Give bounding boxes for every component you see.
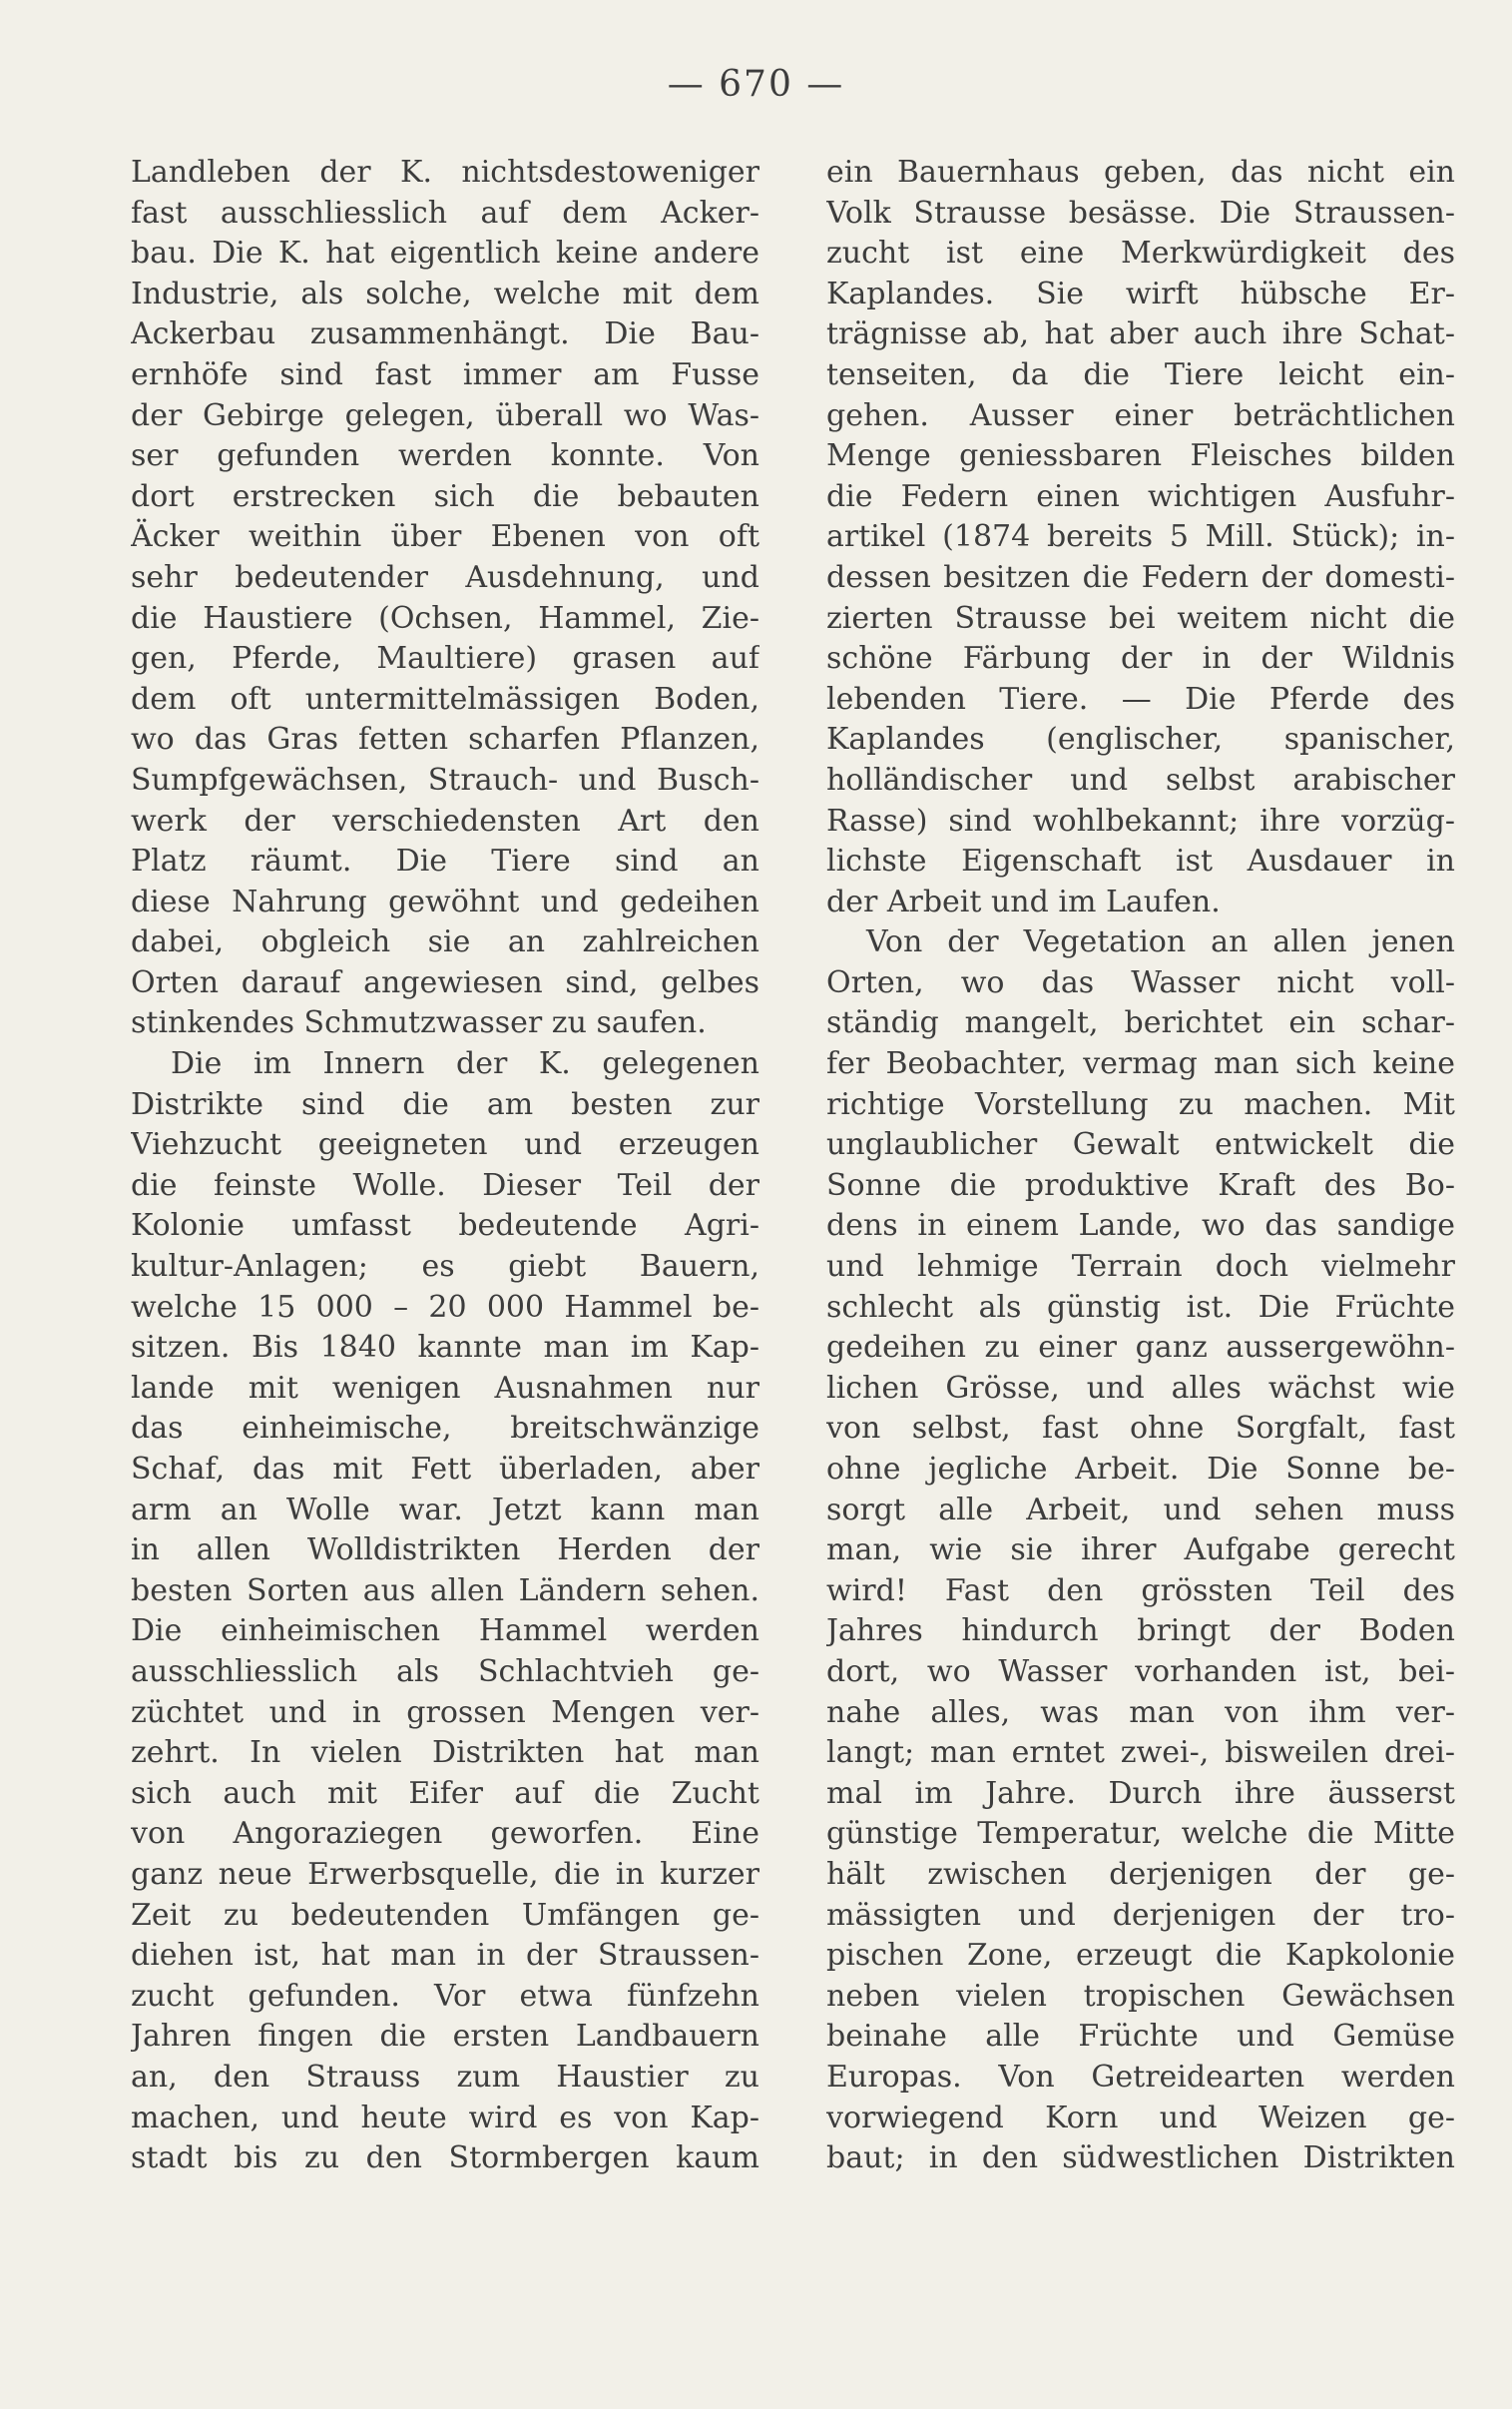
left-column-line: Viehzucht geeigneten und erzeugen <box>131 1127 759 1163</box>
left-column-line: diese Nahrung gewöhnt und gedeihen <box>131 884 759 919</box>
left-column-line: welche 15 000 – 20 000 Hammel be- <box>131 1289 759 1325</box>
right-column-line: Kaplandes. Sie wirft hübsche Er- <box>826 276 1455 311</box>
right-column-line: dens in einem Lande, wo das sandige <box>826 1208 1455 1244</box>
left-column-line: Orten darauf angewiesen sind, gelbes <box>131 964 759 1000</box>
left-column-line: in allen Wolldistrikten Herden der <box>131 1532 759 1568</box>
left-column-line: die Haustiere (Ochsen, Hammel, Zie- <box>131 600 759 636</box>
right-column-line: ohne jegliche Arbeit. Die Sonne be- <box>826 1452 1455 1487</box>
left-column-line: lande mit wenigen Ausnahmen nur <box>131 1370 759 1406</box>
right-column-line: vorwiegend Korn und Weizen ge- <box>826 2100 1455 2135</box>
right-column-line: und lehmige Terrain doch vielmehr <box>826 1249 1455 1285</box>
right-column-line: von selbst, fast ohne Sorgfalt, fast <box>826 1411 1455 1447</box>
right-column-line: mal im Jahre. Durch ihre äusserst <box>826 1775 1455 1811</box>
left-column-line: von Angoraziegen geworfen. Eine <box>131 1816 759 1852</box>
left-column-line: diehen ist, hat man in der Straussen- <box>131 1938 759 1974</box>
left-column-line: Distrikte sind die am besten zur <box>131 1086 759 1122</box>
right-column-line: trägnisse ab, hat aber auch ihre Schat- <box>826 316 1455 352</box>
right-column-line: hält zwischen derjenigen der ge- <box>826 1856 1455 1892</box>
right-column-line: man, wie sie ihrer Aufgabe gerecht <box>826 1532 1455 1568</box>
right-column-line: Kaplandes (englischer, spanischer, <box>826 722 1455 758</box>
left-column-line: zucht gefunden. Vor etwa fünfzehn <box>131 1978 759 2014</box>
right-column-line: gehen. Ausser einer beträchtlichen <box>826 397 1455 433</box>
left-column-line: an, den Strauss zum Haustier zu <box>131 2059 759 2095</box>
left-column-line: Die im Innern der K. gelegenen <box>171 1046 759 1082</box>
left-column-line: Platz räumt. Die Tiere sind an <box>131 844 759 880</box>
right-column-line: Von der Vegetation an allen jenen <box>866 924 1455 960</box>
right-column-line: ständig mangelt, berichtet ein schar- <box>826 1005 1455 1041</box>
right-column-line: holländischer und selbst arabischer <box>826 762 1455 798</box>
left-column-line: stinkendes Schmutzwasser zu saufen. <box>131 1005 707 1041</box>
right-column-line: Sonne die produktive Kraft des Bo- <box>826 1167 1455 1203</box>
left-column-line: Ackerbau zusammenhängt. Die Bau- <box>131 316 759 352</box>
right-column-line: schöne Färbung der in der Wildnis <box>826 641 1455 677</box>
left-column-line: züchtet und in grossen Mengen ver- <box>131 1694 759 1730</box>
left-column-line: Schaf, das mit Fett überladen, aber <box>131 1452 759 1487</box>
left-column-line: sehr bedeutender Ausdehnung, und <box>131 559 759 595</box>
left-column-line: Sumpfgewächsen, Strauch- und Busch- <box>131 762 759 798</box>
right-column-line: Europas. Von Getreidearten werden <box>826 2059 1455 2095</box>
left-column-line: Industrie, als solche, welche mit dem <box>131 276 759 311</box>
left-column-line: das einheimische, breitschwänzige <box>131 1411 759 1447</box>
left-column-line: Zeit zu bedeutenden Umfängen ge- <box>131 1897 759 1933</box>
right-column-line: wird! Fast den grössten Teil des <box>826 1572 1455 1608</box>
right-column-line: Jahres hindurch bringt der Boden <box>826 1613 1455 1649</box>
left-column-line: gen, Pferde, Maultiere) grasen auf <box>131 641 759 677</box>
left-column-line: der Gebirge gelegen, überall wo Was- <box>131 397 759 433</box>
right-column-line: richtige Vorstellung zu machen. Mit <box>826 1086 1455 1122</box>
right-column-line: zierten Strausse bei weitem nicht die <box>826 600 1455 636</box>
left-column-line: machen, und heute wird es von Kap- <box>131 2100 759 2135</box>
right-column-line: nahe alles, was man von ihm ver- <box>826 1694 1455 1730</box>
left-column-line: stadt bis zu den Stormbergen kaum <box>131 2140 759 2176</box>
right-text-column <box>826 153 1455 2179</box>
left-text-column <box>131 153 759 2179</box>
left-column-line: dem oft untermittelmässigen Boden, <box>131 681 759 717</box>
right-column-line: Rasse) sind wohlbekannt; ihre vorzüg- <box>826 803 1455 839</box>
right-column-line: günstige Temperatur, welche die Mitte <box>826 1816 1455 1852</box>
left-column-line: Äcker weithin über Ebenen von oft <box>131 519 759 555</box>
left-column-line: sitzen. Bis 1840 kannte man im Kap- <box>131 1330 759 1366</box>
right-column-line: unglaublicher Gewalt entwickelt die <box>826 1127 1455 1163</box>
right-column-line: Volk Strausse besässe. Die Straussen- <box>826 195 1455 231</box>
right-column-line: dessen besitzen die Federn der domesti- <box>826 559 1455 595</box>
right-column-line: mässigten und derjenigen der tro- <box>826 1897 1455 1933</box>
right-column-line: ein Bauernhaus geben, das nicht ein <box>826 155 1455 190</box>
right-column-line: zucht ist eine Merkwürdigkeit des <box>826 236 1455 272</box>
right-column-line: beinahe alle Früchte und Gemüse <box>826 2019 1455 2055</box>
right-column-line: pischen Zone, erzeugt die Kapkolonie <box>826 1938 1455 1974</box>
left-column-line: ernhöfe sind fast immer am Fusse <box>131 356 759 392</box>
right-column-line: lebenden Tiere. — Die Pferde des <box>826 681 1455 717</box>
left-column-line: arm an Wolle war. Jetzt kann man <box>131 1492 759 1527</box>
right-column-line: dort, wo Wasser vorhanden ist, bei- <box>826 1653 1455 1689</box>
left-column-line: kultur-Anlagen; es giebt Bauern, <box>131 1249 759 1285</box>
right-column-line: Menge geniessbaren Fleisches bilden <box>826 438 1455 474</box>
right-column-line: schlecht als günstig ist. Die Früchte <box>826 1289 1455 1325</box>
left-column-line: sich auch mit Eifer auf die Zucht <box>131 1775 759 1811</box>
left-column-line: zehrt. In vielen Distrikten hat man <box>131 1735 759 1771</box>
left-column-line: Jahren fingen die ersten Landbauern <box>131 2019 759 2055</box>
right-column-line: baut; in den südwestlichen Distrikten <box>826 2140 1455 2176</box>
left-column-line: ausschliesslich als Schlachtvieh ge- <box>131 1653 759 1689</box>
right-column-line: langt; man erntet zwei-, bisweilen drei- <box>826 1735 1455 1771</box>
right-column-line: der Arbeit und im Laufen. <box>826 884 1221 919</box>
right-column-line: lichen Grösse, und alles wächst wie <box>826 1370 1455 1406</box>
left-column-line: Kolonie umfasst bedeutende Agri- <box>131 1208 759 1244</box>
right-column-line: Orten, wo das Wasser nicht voll- <box>826 964 1455 1000</box>
page-number: — 670 — <box>667 64 845 105</box>
right-column-line: neben vielen tropischen Gewächsen <box>826 1978 1455 2014</box>
left-column-line: ganz neue Erwerbsquelle, die in kurzer <box>131 1856 759 1892</box>
left-column-line: Die einheimischen Hammel werden <box>131 1613 759 1649</box>
left-column-line: die feinste Wolle. Dieser Teil der <box>131 1167 759 1203</box>
left-column-line: ser gefunden werden konnte. Von <box>131 438 759 474</box>
right-column-line: tenseiten, da die Tiere leicht ein- <box>826 356 1455 392</box>
left-column-line: Landleben der K. nichtsdestoweniger <box>131 155 759 190</box>
right-column-line: artikel (1874 bereits 5 Mill. Stück); in- <box>826 519 1455 555</box>
left-column-line: dabei, obgleich sie an zahlreichen <box>131 924 759 960</box>
left-column-line: werk der verschiedensten Art den <box>131 803 759 839</box>
left-column-line: bau. Die K. hat eigentlich keine andere <box>131 236 759 272</box>
left-column-line: wo das Gras fetten scharfen Pflanzen, <box>131 722 759 758</box>
right-column-line: lichste Eigenschaft ist Ausdauer in <box>826 844 1455 880</box>
right-column-line: gedeihen zu einer ganz aussergewöhn- <box>826 1330 1455 1366</box>
left-column-line: fast ausschliesslich auf dem Acker- <box>131 195 759 231</box>
right-column-line: die Federn einen wichtigen Ausfuhr- <box>826 478 1455 514</box>
left-column-line: besten Sorten aus allen Ländern sehen. <box>131 1572 759 1608</box>
right-column-line: fer Beobachter, vermag man sich keine <box>826 1046 1455 1082</box>
right-column-line: sorgt alle Arbeit, und sehen muss <box>826 1492 1455 1527</box>
left-column-line: dort erstrecken sich die bebauten <box>131 478 759 514</box>
